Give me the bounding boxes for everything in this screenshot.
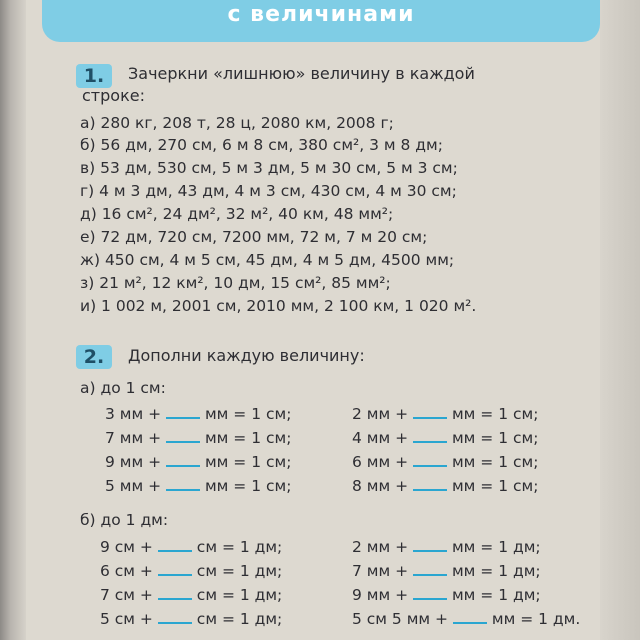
exercise-1-row: е) 72 дм, 720 см, 7200 мм, 72 м, 7 м 20 см; xyxy=(80,228,428,246)
equation-row: 7 см + см = 1 дм; xyxy=(100,586,283,604)
answer-blank[interactable] xyxy=(413,536,447,552)
exercise-1-number: 1. xyxy=(76,64,112,88)
answer-blank[interactable] xyxy=(166,475,200,491)
answer-blank[interactable] xyxy=(158,560,192,576)
exercise-1-prompt: Зачеркни «лишнюю» величину в каждой xyxy=(128,64,475,83)
equation-row: 9 мм + мм = 1 дм; xyxy=(352,586,541,604)
equation-row: 5 см + см = 1 дм; xyxy=(100,610,283,628)
exercise-2a-label: а) до 1 см: xyxy=(80,379,166,397)
equation-row: 6 мм + мм = 1 см; xyxy=(352,453,539,471)
equation-row: 2 мм + мм = 1 см; xyxy=(352,405,539,423)
exercise-1-row: г) 4 м 3 дм, 43 дм, 4 м 3 см, 430 см, 4 м 30 см; xyxy=(80,182,457,200)
answer-blank[interactable] xyxy=(413,451,447,467)
answer-blank[interactable] xyxy=(166,451,200,467)
exercise-2-number: 2. xyxy=(76,345,112,369)
answer-blank[interactable] xyxy=(158,584,192,600)
answer-blank[interactable] xyxy=(413,475,447,491)
exercise-2b-label: б) до 1 дм: xyxy=(80,511,169,529)
exercise-2-prompt: Дополни каждую величину: xyxy=(128,346,365,365)
exercise-1-row: д) 16 см², 24 дм², 32 м², 40 км, 48 мм²; xyxy=(80,205,394,223)
exercise-1-row: и) 1 002 м, 2001 см, 2010 мм, 2 100 км, 1 020 м². xyxy=(80,297,477,315)
answer-blank[interactable] xyxy=(158,536,192,552)
answer-blank[interactable] xyxy=(413,427,447,443)
adjacent-page-edge xyxy=(600,0,640,640)
answer-blank[interactable] xyxy=(413,584,447,600)
answer-blank[interactable] xyxy=(413,560,447,576)
book-spine-shadow xyxy=(0,0,26,640)
answer-blank[interactable] xyxy=(166,427,200,443)
answer-blank[interactable] xyxy=(158,608,192,624)
equation-row: 3 мм + мм = 1 см; xyxy=(105,405,292,423)
answer-blank[interactable] xyxy=(166,403,200,419)
exercise-1-row: з) 21 м², 12 км², 10 дм, 15 см², 85 мм²; xyxy=(80,274,391,292)
exercise-1-prompt-cont: строке: xyxy=(82,86,145,105)
equation-row: 9 мм + мм = 1 см; xyxy=(105,453,292,471)
equation-row: 5 мм + мм = 1 см; xyxy=(105,477,292,495)
exercise-1-row: а) 280 кг, 208 т, 28 ц, 2080 км, 2008 г; xyxy=(80,114,394,132)
answer-blank[interactable] xyxy=(453,608,487,624)
answer-blank[interactable] xyxy=(413,403,447,419)
equation-row: 4 мм + мм = 1 см; xyxy=(352,429,539,447)
equation-row: 9 см + см = 1 дм; xyxy=(100,538,283,556)
exercise-1-row: б) 56 дм, 270 см, 6 м 8 см, 380 см², 3 м 8 дм; xyxy=(80,136,443,154)
section-title: с величинами xyxy=(227,2,415,27)
section-header-banner xyxy=(42,0,600,42)
equation-row: 5 см 5 мм + мм = 1 дм. xyxy=(352,610,581,628)
exercise-1-row: в) 53 дм, 530 см, 5 м 3 дм, 5 м 30 см, 5 м 3 см; xyxy=(80,159,458,177)
equation-row: 2 мм + мм = 1 дм; xyxy=(352,538,541,556)
exercise-1-row: ж) 450 см, 4 м 5 см, 45 дм, 4 м 5 дм, 4500 мм; xyxy=(80,251,455,269)
equation-row: 6 см + см = 1 дм; xyxy=(100,562,283,580)
equation-row: 7 мм + мм = 1 дм; xyxy=(352,562,541,580)
equation-row: 7 мм + мм = 1 см; xyxy=(105,429,292,447)
equation-row: 8 мм + мм = 1 см; xyxy=(352,477,539,495)
